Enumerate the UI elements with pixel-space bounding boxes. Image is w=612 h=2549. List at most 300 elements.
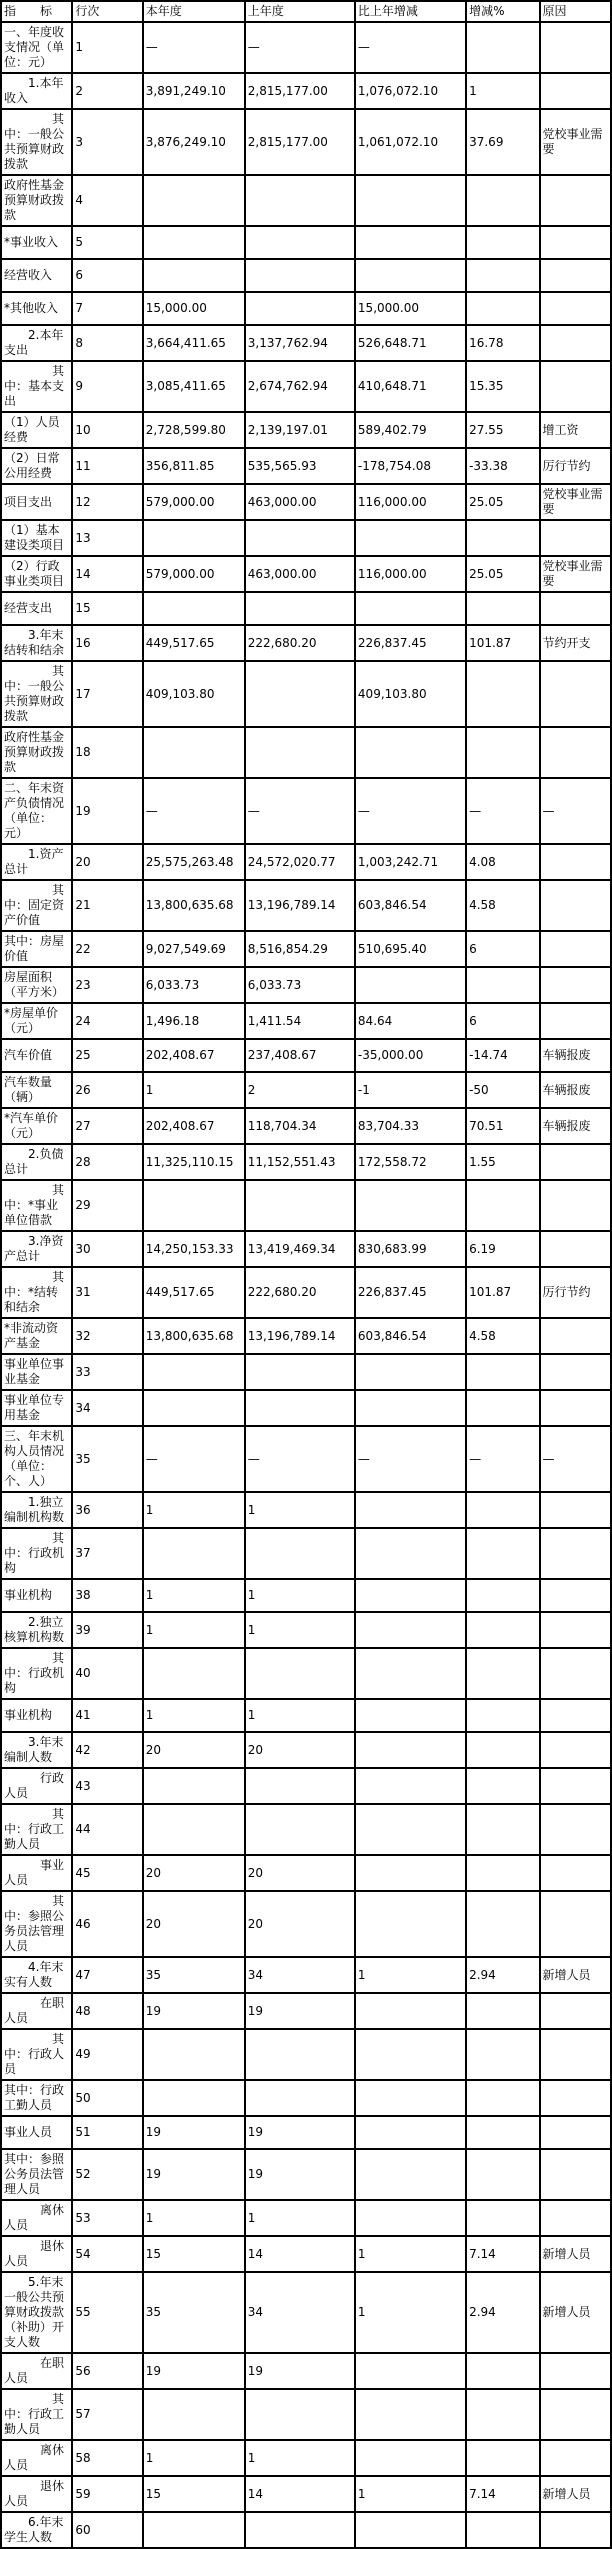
cell-change_pct [466,22,539,73]
cell-change_pct: 7.14 [466,2476,539,2512]
cell-change_vs_prior: 1,076,072.10 [355,73,466,109]
cell-indicator: 汽车价值 [1,1039,72,1072]
cell-change_pct: 1 [466,73,539,109]
cell-prior_year: 14 [245,2236,355,2272]
table-row [1,1648,611,1699]
cell-change_vs_prior [355,2389,466,2440]
cell-change_vs_prior [355,1699,466,1732]
cell-line_no: 44 [72,1804,142,1855]
cell-reason [540,2116,611,2149]
cell-line_no: 24 [72,1003,142,1039]
cell-change_pct: 6.19 [466,1231,539,1267]
cell-current_year [143,520,245,556]
cell-current_year [143,1804,245,1855]
cell-reason: 厉行节约 [540,1267,611,1318]
cell-reason: 新增人员 [540,2236,611,2272]
cell-change_pct: 2.94 [466,2272,539,2353]
cell-prior_year [245,2080,355,2116]
cell-line_no: 51 [72,2116,142,2149]
cell-line_no: 7 [72,292,142,325]
cell-prior_year: 3,137,762.94 [245,325,355,361]
cell-current_year: 20 [143,1732,245,1768]
cell-current_year [143,2512,245,2548]
cell-reason [540,175,611,226]
cell-reason [540,1732,611,1768]
cell-change_vs_prior [355,2029,466,2080]
header-row [1,1,611,22]
table-row [1,1426,611,1492]
table-row [1,2476,611,2512]
table-row [1,73,611,109]
cell-prior_year: 8,516,854.29 [245,931,355,967]
table-row [1,592,611,625]
cell-line_no: 45 [72,1855,142,1891]
cell-line_no: 52 [72,2149,142,2200]
cell-change_pct [466,661,539,727]
column-header-reason: 原因 [540,1,611,22]
cell-change_vs_prior [355,226,466,259]
cell-indicator: 其中：一般公共预算财政拨款 [1,109,72,175]
cell-current_year [143,1648,245,1699]
cell-indicator: 5.年末一般公共预算财政拨款（补助）开支人数 [1,2272,72,2353]
cell-prior_year: 19 [245,1993,355,2029]
cell-prior_year [245,520,355,556]
cell-reason [540,931,611,967]
table-row [1,448,611,484]
cell-change_pct: 15.35 [466,361,539,412]
table-row [1,226,611,259]
cell-change_vs_prior [355,175,466,226]
cell-current_year: 20 [143,1891,245,1957]
cell-prior_year [245,292,355,325]
cell-indicator: 二、年末资产负债情况（单位：元） [1,778,72,844]
cell-line_no: 20 [72,844,142,880]
table-row [1,2149,611,2200]
cell-current_year [143,1528,245,1579]
cell-reason [540,2440,611,2476]
cell-current_year: 1 [143,1072,245,1108]
cell-current_year: 13,800,635.68 [143,1318,245,1354]
cell-change_vs_prior: 410,648.71 [355,361,466,412]
cell-current_year [143,259,245,292]
cell-change_pct [466,1855,539,1891]
column-header-prior_year: 上年度 [245,1,355,22]
cell-current_year: 3,664,411.65 [143,325,245,361]
cell-current_year: 19 [143,1993,245,2029]
cell-line_no: 21 [72,880,142,931]
cell-prior_year: 19 [245,2353,355,2389]
cell-current_year: 3,876,249.10 [143,109,245,175]
table-row [1,625,611,661]
cell-line_no: 38 [72,1579,142,1612]
cell-change_vs_prior: 226,837.45 [355,625,466,661]
cell-change_pct [466,2080,539,2116]
cell-change_pct [466,967,539,1003]
cell-current_year: 20 [143,1855,245,1891]
table-row [1,361,611,412]
cell-prior_year: 1,411.54 [245,1003,355,1039]
cell-line_no: 23 [72,967,142,1003]
table-row [1,1039,611,1072]
cell-line_no: 42 [72,1732,142,1768]
cell-indicator: 在职人员 [1,1993,72,2029]
cell-reason [540,844,611,880]
cell-reason [540,2389,611,2440]
cell-prior_year: 13,196,789.14 [245,880,355,931]
cell-indicator: 其中：固定资产价值 [1,880,72,931]
column-header-current_year: 本年度 [143,1,245,22]
column-header-change_vs_prior: 比上年增减 [355,1,466,22]
cell-prior_year [245,1354,355,1390]
cell-line_no: 13 [72,520,142,556]
cell-reason [540,880,611,931]
cell-indicator: 一、年度收支情况（单位：元） [1,22,72,73]
cell-indicator: 政府性基金预算财政拨款 [1,175,72,226]
cell-prior_year [245,592,355,625]
cell-current_year: 579,000.00 [143,484,245,520]
cell-reason [540,259,611,292]
cell-reason [540,325,611,361]
cell-prior_year [245,727,355,778]
cell-indicator: 其中：一般公共预算财政拨款 [1,661,72,727]
cell-prior_year: 2,139,197.01 [245,412,355,448]
cell-current_year: 3,891,249.10 [143,73,245,109]
cell-reason: — [540,1426,611,1492]
cell-change_pct: 1.55 [466,1144,539,1180]
cell-reason [540,2200,611,2236]
table-row [1,520,611,556]
cell-prior_year [245,1390,355,1426]
cell-change_vs_prior: 15,000.00 [355,292,466,325]
cell-current_year: 15 [143,2476,245,2512]
cell-indicator: 事业单位事业基金 [1,1354,72,1390]
cell-change_vs_prior [355,1993,466,2029]
cell-line_no: 9 [72,361,142,412]
table-row [1,1072,611,1108]
cell-line_no: 48 [72,1993,142,2029]
cell-change_vs_prior: -178,754.08 [355,448,466,484]
cell-indicator: （1）基本建设类项目 [1,520,72,556]
cell-change_pct [466,2200,539,2236]
cell-change_vs_prior: 1 [355,2272,466,2353]
cell-change_pct: 4.08 [466,844,539,880]
cell-line_no: 22 [72,931,142,967]
table-body [1,22,611,2548]
cell-change_vs_prior: 1 [355,1957,466,1993]
cell-change_vs_prior: -1 [355,1072,466,1108]
cell-line_no: 3 [72,109,142,175]
cell-prior_year: 20 [245,1855,355,1891]
cell-reason [540,73,611,109]
cell-prior_year: 11,152,551.43 [245,1144,355,1180]
cell-current_year: 2,728,599.80 [143,412,245,448]
cell-change_vs_prior: 603,846.54 [355,1318,466,1354]
cell-change_vs_prior [355,520,466,556]
cell-change_vs_prior [355,1768,466,1804]
table-row [1,2200,611,2236]
table-row [1,1003,611,1039]
cell-current_year [143,226,245,259]
cell-line_no: 54 [72,2236,142,2272]
cell-change_pct [466,1180,539,1231]
cell-reason [540,1180,611,1231]
cell-line_no: 32 [72,1318,142,1354]
cell-line_no: 41 [72,1699,142,1732]
cell-current_year: 449,517.65 [143,625,245,661]
cell-indicator: 3.净资产总计 [1,1231,72,1267]
table-row [1,1768,611,1804]
cell-change_pct: 7.14 [466,2236,539,2272]
cell-prior_year [245,1648,355,1699]
cell-reason [540,1528,611,1579]
cell-line_no: 58 [72,2440,142,2476]
cell-prior_year: 1 [245,1579,355,1612]
cell-line_no: 1 [72,22,142,73]
table-row [1,2512,611,2548]
cell-indicator: 经营支出 [1,592,72,625]
cell-current_year [143,2080,245,2116]
table-row [1,967,611,1003]
cell-change_pct [466,1804,539,1855]
cell-current_year [143,2029,245,2080]
cell-change_vs_prior [355,967,466,1003]
cell-current_year: 409,103.80 [143,661,245,727]
cell-reason: 党校事业需要 [540,109,611,175]
cell-change_pct: 2.94 [466,1957,539,1993]
table-row [1,1318,611,1354]
cell-line_no: 30 [72,1231,142,1267]
cell-prior_year [245,1768,355,1804]
cell-change_vs_prior [355,2512,466,2548]
cell-change_vs_prior [355,1528,466,1579]
cell-prior_year: 34 [245,2272,355,2353]
cell-current_year: 1 [143,1492,245,1528]
cell-indicator: 其中：行政机构 [1,1528,72,1579]
cell-change_pct [466,2353,539,2389]
cell-change_vs_prior [355,2353,466,2389]
cell-reason [540,1390,611,1426]
cell-indicator: 其中：基本支出 [1,361,72,412]
cell-prior_year: 6,033.73 [245,967,355,1003]
cell-prior_year: 118,704.34 [245,1108,355,1144]
cell-current_year [143,2389,245,2440]
cell-indicator: 项目支出 [1,484,72,520]
table-row [1,412,611,448]
cell-reason [540,520,611,556]
column-header-line_no: 行次 [72,1,142,22]
table-row [1,1267,611,1318]
table-row [1,2116,611,2149]
cell-current_year: 35 [143,1957,245,1993]
cell-current_year: 356,811.85 [143,448,245,484]
cell-current_year: 1 [143,1699,245,1732]
cell-indicator: （2）日常公用经费 [1,448,72,484]
table-row [1,1108,611,1144]
cell-line_no: 14 [72,556,142,592]
cell-indicator: *汽车单价（元） [1,1108,72,1144]
cell-reason [540,1318,611,1354]
cell-indicator: 其中：房屋价值 [1,931,72,967]
cell-change_pct [466,2029,539,2080]
cell-current_year [143,1354,245,1390]
cell-reason: — [540,778,611,844]
cell-change_vs_prior: 603,846.54 [355,880,466,931]
cell-reason: 车辆报废 [540,1108,611,1144]
cell-reason [540,361,611,412]
cell-change_vs_prior [355,2116,466,2149]
cell-prior_year: 2,815,177.00 [245,109,355,175]
cell-change_vs_prior [355,2440,466,2476]
cell-change_vs_prior: — [355,778,466,844]
cell-change_pct: -33.38 [466,448,539,484]
cell-indicator: 事业人员 [1,1855,72,1891]
cell-change_pct [466,1768,539,1804]
cell-change_vs_prior [355,2200,466,2236]
cell-current_year: 1 [143,1612,245,1648]
cell-reason [540,22,611,73]
cell-change_vs_prior [355,1855,466,1891]
cell-change_pct [466,1648,539,1699]
table-row [1,1354,611,1390]
cell-change_pct: -50 [466,1072,539,1108]
cell-change_pct [466,1891,539,1957]
cell-line_no: 16 [72,625,142,661]
cell-reason [540,1612,611,1648]
cell-reason: 新增人员 [540,2272,611,2353]
cell-reason: 增工资 [540,412,611,448]
cell-line_no: 27 [72,1108,142,1144]
cell-indicator: 离休人员 [1,2200,72,2236]
cell-indicator: 3.年末编制人数 [1,1732,72,1768]
cell-indicator: 事业机构 [1,1579,72,1612]
cell-line_no: 4 [72,175,142,226]
cell-line_no: 39 [72,1612,142,1648]
cell-change_pct [466,520,539,556]
cell-line_no: 60 [72,2512,142,2548]
cell-prior_year: 1 [245,1612,355,1648]
cell-line_no: 49 [72,2029,142,2080]
cell-indicator: 汽车数量（辆） [1,1072,72,1108]
cell-indicator: 其中：行政工勤人员 [1,2389,72,2440]
cell-indicator: 退休人员 [1,2236,72,2272]
cell-change_pct [466,292,539,325]
cell-indicator: *事业收入 [1,226,72,259]
cell-line_no: 19 [72,778,142,844]
table-row [1,931,611,967]
cell-line_no: 37 [72,1528,142,1579]
table-row [1,1390,611,1426]
cell-reason [540,2029,611,2080]
cell-line_no: 6 [72,259,142,292]
cell-change_pct [466,592,539,625]
cell-change_pct [466,175,539,226]
cell-current_year: 3,085,411.65 [143,361,245,412]
cell-prior_year [245,226,355,259]
cell-change_vs_prior [355,727,466,778]
cell-prior_year [245,175,355,226]
cell-prior_year: 20 [245,1891,355,1957]
cell-change_pct: 6 [466,931,539,967]
cell-line_no: 53 [72,2200,142,2236]
cell-current_year: 25,575,263.48 [143,844,245,880]
cell-reason [540,1231,611,1267]
cell-current_year: 1 [143,2200,245,2236]
cell-reason [540,592,611,625]
cell-prior_year: 2,815,177.00 [245,73,355,109]
cell-change_vs_prior [355,592,466,625]
column-header-change_pct: 增减% [466,1,539,22]
cell-change_vs_prior [355,1804,466,1855]
cell-prior_year: 2,674,762.94 [245,361,355,412]
cell-indicator: 其中：行政人员 [1,2029,72,2080]
cell-change_pct [466,1699,539,1732]
cell-line_no: 31 [72,1267,142,1318]
cell-prior_year: 463,000.00 [245,556,355,592]
cell-change_pct [466,1354,539,1390]
cell-reason [540,1144,611,1180]
table-row [1,259,611,292]
cell-prior_year: 535,565.93 [245,448,355,484]
table-row [1,2236,611,2272]
cell-current_year: 13,800,635.68 [143,880,245,931]
cell-indicator: 2.负债总计 [1,1144,72,1180]
cell-change_pct [466,1993,539,2029]
cell-current_year [143,1390,245,1426]
cell-reason: 节约开支 [540,625,611,661]
cell-change_pct [466,2149,539,2200]
cell-prior_year: — [245,1426,355,1492]
cell-change_pct: -14.74 [466,1039,539,1072]
cell-change_vs_prior [355,1732,466,1768]
cell-indicator: 2.本年支出 [1,325,72,361]
cell-prior_year: 13,419,469.34 [245,1231,355,1267]
cell-current_year: 19 [143,2353,245,2389]
cell-current_year [143,727,245,778]
cell-indicator: 2.独立核算机构数 [1,1612,72,1648]
cell-change_vs_prior: 116,000.00 [355,556,466,592]
cell-change_pct [466,2512,539,2548]
cell-prior_year [245,2512,355,2548]
cell-indicator: 三、年末机构人员情况（单位：个、人） [1,1426,72,1492]
cell-prior_year: 13,196,789.14 [245,1318,355,1354]
table-row [1,1699,611,1732]
table-row [1,1993,611,2029]
cell-prior_year: 463,000.00 [245,484,355,520]
cell-line_no: 34 [72,1390,142,1426]
table-row [1,109,611,175]
cell-prior_year: 2 [245,1072,355,1108]
cell-change_pct: 6 [466,1003,539,1039]
table-row [1,292,611,325]
cell-current_year: 15 [143,2236,245,2272]
cell-change_vs_prior: 510,695.40 [355,931,466,967]
table-row [1,727,611,778]
cell-indicator: *非流动资产基金 [1,1318,72,1354]
table-row [1,1957,611,1993]
cell-current_year: 449,517.65 [143,1267,245,1318]
cell-prior_year: 1 [245,2440,355,2476]
cell-indicator: （2）行政事业类项目 [1,556,72,592]
cell-reason [540,1768,611,1804]
cell-reason [540,2512,611,2548]
cell-change_pct [466,1528,539,1579]
cell-line_no: 59 [72,2476,142,2512]
cell-indicator: 6.年末学生人数 [1,2512,72,2548]
cell-current_year [143,1768,245,1804]
cell-change_vs_prior: -35,000.00 [355,1039,466,1072]
cell-indicator: 其中：*事业单位借款 [1,1180,72,1231]
cell-prior_year [245,1528,355,1579]
